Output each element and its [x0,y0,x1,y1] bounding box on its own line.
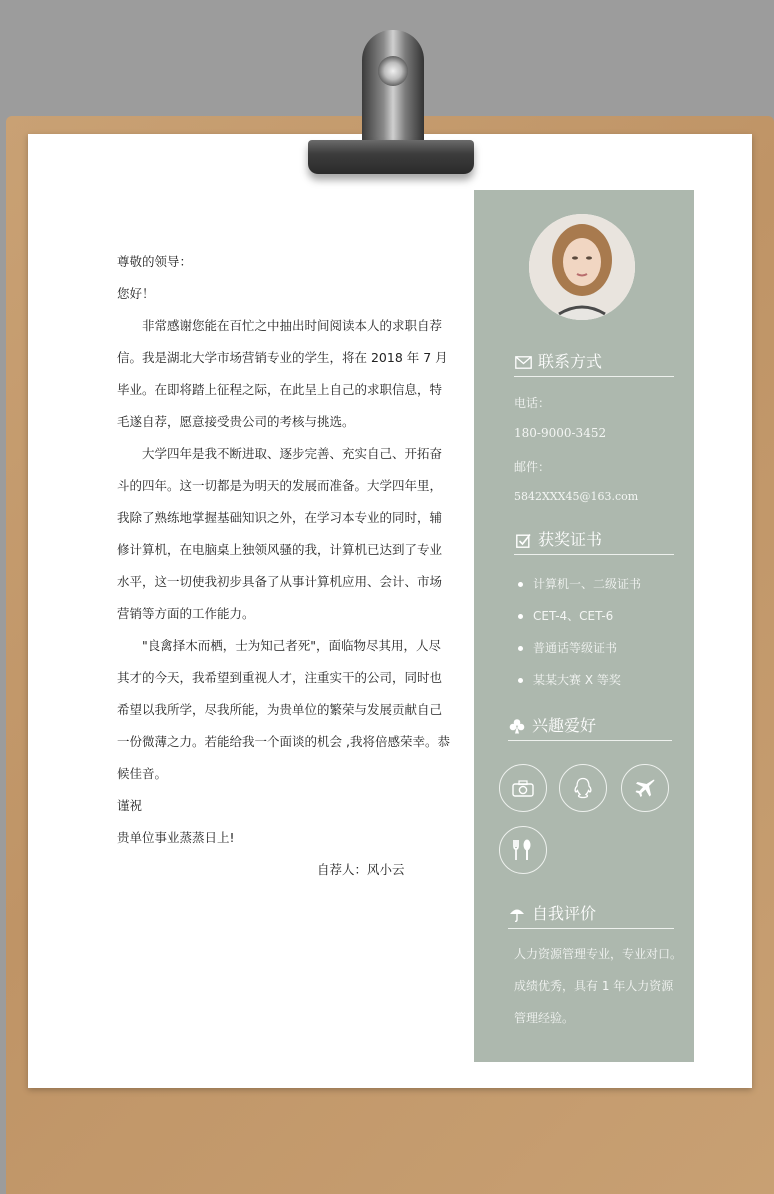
letter-paragraph: "良禽择木而栖，士为知己者死"，面临物尽其用，人尽其才的今天，我希望到重视人才，注重实干的公司，同时也希望以我所学，尽我所能，为贵单位的繁荣与发展贡献自己一份微薄之力。若能给我一个面谈的机会 ,我将倍感荣幸。恭候佳音。 [117,638,450,781]
awards-section-title [514,526,674,555]
phone-label: 电话： [514,396,551,410]
list-item [518,664,641,696]
list-item [518,568,641,600]
bullet-icon [518,582,523,587]
hobbies-title: 兴趣爱好 [532,716,597,735]
envelope-icon [514,353,532,371]
email-value: 5842XXX45@163.com [514,490,639,503]
camera-icon [499,764,547,812]
hobbies-section-title [508,712,672,741]
club-icon [508,717,526,735]
cover-letter [117,246,453,886]
bullet-icon [518,646,523,651]
letter-signature: 自荐人：风小云 [317,862,405,877]
contact-section-title [514,348,674,377]
clip-hole [378,56,408,86]
phone-value: 180-9000-3452 [514,426,607,440]
self-eval-text [514,938,686,1034]
list-item [518,632,641,664]
list-item [518,600,641,632]
contact-title: 联系方式 [538,352,603,371]
letter-closing-wish: 贵单位事业蒸蒸日上! [117,830,235,845]
self-eval-line: 成绩优秀，具有 1 年人力资源 [514,979,674,993]
awards-list [518,568,641,696]
qq-icon [559,764,607,812]
awards-title: 获奖证书 [538,530,603,549]
bullet-icon [518,614,523,619]
resume-sidebar [474,190,694,1062]
award-item: CET-4、CET-6 [533,609,614,623]
letter-salutation: 尊敬的领导： [117,254,193,269]
self-eval-line: 人力资源管理专业，专业对口。 [514,947,683,961]
award-item: 普通话等级证书 [533,641,618,655]
bullet-icon [518,678,523,683]
airplane-icon [621,764,669,812]
clip-lever [362,30,424,146]
letter-paragraph: 大学四年是我不断进取、逐步完善、充实自己、开拓奋斗的四年。这一切都是为明天的发展而准备。大学四年里，我除了熟练地掌握基础知识之外，在学习本专业的同时，辅修计算机，在电脑桌上独领风骚的我，计算机已达到了专业水平，这一切使我初步具备了从事计算机应用、会计、市场营销等方面的工作能力。 [117,446,443,621]
avatar [529,214,635,320]
self-eval-section-title [508,900,674,929]
email-label: 邮件： [514,460,551,474]
letter-greeting: 您好！ [117,286,155,301]
letter-closing: 谨祝 [117,798,143,813]
cutlery-icon [499,826,547,874]
award-item: 计算机一、二级证书 [533,577,642,591]
binder-clip [308,140,474,174]
award-item: 某某大赛 X 等奖 [533,673,621,687]
letter-paragraph: 非常感谢您能在百忙之中抽出时间阅读本人的求职自荐信。我是湖北大学市场营销专业的学生，将在 2018 年 7 月毕业。在即将踏上征程之际，在此呈上自己的求职信息，特毛遂自荐，愿意接受贵公司的考核与挑选。 [117,318,448,429]
umbrella-icon [508,905,526,923]
self-eval-title: 自我评价 [532,904,597,923]
checkbox-icon [514,531,532,549]
self-eval-line: 管理经验。 [514,1011,575,1025]
